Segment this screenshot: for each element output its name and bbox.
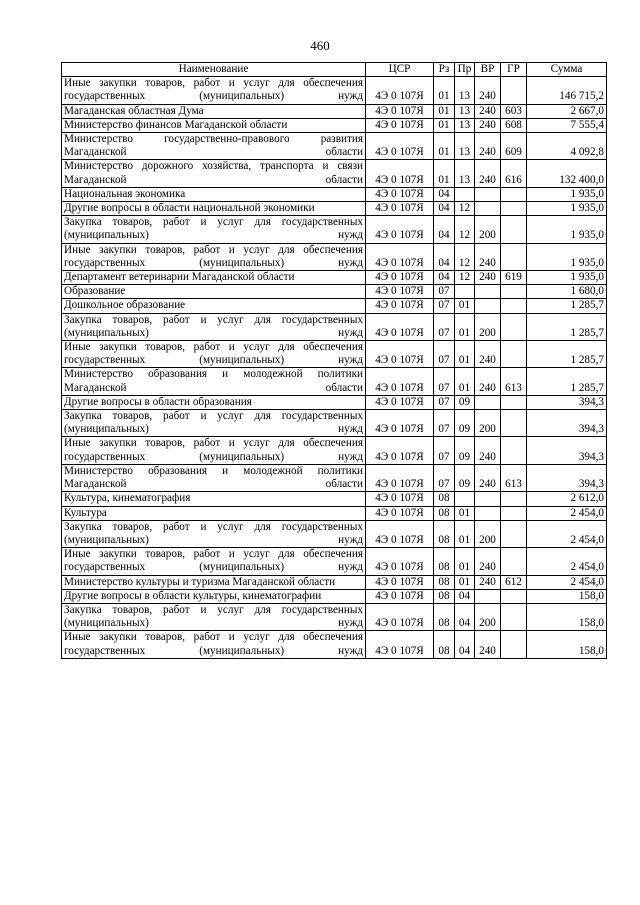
cell-sum: 146 715,2 <box>527 77 607 104</box>
cell-csr: 4Э 0 107Я <box>366 104 434 118</box>
cell-gr: 612 <box>501 575 527 589</box>
table-row <box>62 104 607 118</box>
cell-pr <box>455 285 475 299</box>
cell-sum: 1 285,7 <box>527 313 607 340</box>
cell-vr: 200 <box>475 603 501 630</box>
cell-vr <box>475 187 501 201</box>
cell-rz: 04 <box>434 202 455 216</box>
cell-csr: 4Э 0 107Я <box>366 299 434 313</box>
cell-csr: 4Э 0 107Я <box>366 368 434 395</box>
cell-rz: 08 <box>434 520 455 547</box>
cell-gr <box>501 395 527 409</box>
cell-gr: 613 <box>501 368 527 395</box>
cell-csr: 4Э 0 107Я <box>366 492 434 506</box>
cell-rz: 08 <box>434 506 455 520</box>
cell-gr: 603 <box>501 104 527 118</box>
cell-name: Закупка товаров, работ и услуг для государственных (муниципальных) нужд <box>62 410 366 437</box>
cell-csr: 4Э 0 107Я <box>366 216 434 243</box>
cell-pr: 01 <box>455 341 475 368</box>
cell-name: Иные закупки товаров, работ и услуг для обеспечения государственных (муниципальных) нужд <box>62 341 366 368</box>
cell-sum: 2 454,0 <box>527 506 607 520</box>
cell-sum: 394,3 <box>527 410 607 437</box>
cell-pr: 01 <box>455 299 475 313</box>
cell-pr: 01 <box>455 520 475 547</box>
cell-rz: 04 <box>434 243 455 270</box>
cell-sum: 4 092,8 <box>527 133 607 160</box>
cell-gr <box>501 603 527 630</box>
cell-gr <box>501 216 527 243</box>
cell-csr: 4Э 0 107Я <box>366 285 434 299</box>
cell-pr: 12 <box>455 271 475 285</box>
cell-csr: 4Э 0 107Я <box>366 341 434 368</box>
cell-sum: 158,0 <box>527 589 607 603</box>
cell-pr <box>455 187 475 201</box>
cell-vr: 200 <box>475 410 501 437</box>
cell-vr <box>475 202 501 216</box>
cell-sum: 1 935,0 <box>527 271 607 285</box>
cell-pr: 13 <box>455 77 475 104</box>
cell-pr: 12 <box>455 202 475 216</box>
table-row <box>62 216 607 243</box>
cell-rz: 07 <box>434 464 455 491</box>
cell-sum: 1 285,7 <box>527 341 607 368</box>
table-row <box>62 575 607 589</box>
cell-csr: 4Э 0 107Я <box>366 464 434 491</box>
header-vr: ВР <box>475 63 501 77</box>
cell-sum: 1 935,0 <box>527 187 607 201</box>
table-row <box>62 395 607 409</box>
cell-vr: 240 <box>475 243 501 270</box>
cell-vr: 240 <box>475 437 501 464</box>
cell-name: Другие вопросы в области национальной экономики <box>62 202 366 216</box>
cell-rz: 08 <box>434 589 455 603</box>
cell-name: Другие вопросы в области культуры, кинематографии <box>62 589 366 603</box>
cell-csr: 4Э 0 107Я <box>366 160 434 187</box>
cell-sum: 1 285,7 <box>527 299 607 313</box>
table-row <box>62 631 607 658</box>
cell-gr: 613 <box>501 464 527 491</box>
cell-csr: 4Э 0 107Я <box>366 243 434 270</box>
table-row <box>62 437 607 464</box>
cell-sum: 158,0 <box>527 603 607 630</box>
cell-name: Другие вопросы в области образования <box>62 395 366 409</box>
cell-rz: 08 <box>434 603 455 630</box>
cell-csr: 4Э 0 107Я <box>366 271 434 285</box>
table-row <box>62 313 607 340</box>
cell-sum: 1 935,0 <box>527 202 607 216</box>
cell-name: Министерство государственно-правового развития Магаданской области <box>62 133 366 160</box>
cell-csr: 4Э 0 107Я <box>366 202 434 216</box>
cell-pr: 01 <box>455 313 475 340</box>
table-row <box>62 520 607 547</box>
cell-gr <box>501 285 527 299</box>
cell-rz: 07 <box>434 313 455 340</box>
table-row <box>62 410 607 437</box>
cell-vr: 240 <box>475 575 501 589</box>
cell-rz: 01 <box>434 77 455 104</box>
cell-rz: 04 <box>434 271 455 285</box>
cell-csr: 4Э 0 107Я <box>366 548 434 575</box>
cell-sum: 394,3 <box>527 395 607 409</box>
table-row <box>62 368 607 395</box>
cell-rz: 07 <box>434 299 455 313</box>
table-row <box>62 160 607 187</box>
cell-pr: 09 <box>455 410 475 437</box>
cell-csr: 4Э 0 107Я <box>366 603 434 630</box>
header-gr: ГР <box>501 63 527 77</box>
cell-sum: 1 935,0 <box>527 243 607 270</box>
table-header-row <box>62 63 607 77</box>
cell-rz: 07 <box>434 368 455 395</box>
cell-name: Закупка товаров, работ и услуг для государственных (муниципальных) нужд <box>62 520 366 547</box>
cell-pr: 12 <box>455 216 475 243</box>
cell-csr: 4Э 0 107Я <box>366 520 434 547</box>
cell-vr: 200 <box>475 313 501 340</box>
cell-vr: 240 <box>475 341 501 368</box>
cell-rz: 08 <box>434 631 455 658</box>
cell-gr <box>501 187 527 201</box>
cell-pr: 13 <box>455 160 475 187</box>
cell-pr: 12 <box>455 243 475 270</box>
cell-pr: 13 <box>455 118 475 132</box>
cell-name: Образование <box>62 285 366 299</box>
cell-name: Министерство финансов Магаданской области <box>62 118 366 132</box>
cell-sum: 394,3 <box>527 464 607 491</box>
table-row <box>62 285 607 299</box>
cell-sum: 2 667,0 <box>527 104 607 118</box>
cell-rz: 01 <box>434 160 455 187</box>
cell-vr <box>475 395 501 409</box>
table-row <box>62 271 607 285</box>
cell-gr <box>501 631 527 658</box>
table-row <box>62 299 607 313</box>
cell-csr: 4Э 0 107Я <box>366 631 434 658</box>
cell-vr: 240 <box>475 133 501 160</box>
cell-vr: 240 <box>475 464 501 491</box>
cell-sum: 2 454,0 <box>527 548 607 575</box>
cell-gr <box>501 202 527 216</box>
cell-rz: 01 <box>434 104 455 118</box>
cell-vr: 240 <box>475 368 501 395</box>
cell-pr: 09 <box>455 464 475 491</box>
cell-sum: 158,0 <box>527 631 607 658</box>
cell-gr: 619 <box>501 271 527 285</box>
cell-gr <box>501 548 527 575</box>
table-row <box>62 589 607 603</box>
cell-gr <box>501 506 527 520</box>
header-sum: Сумма <box>527 63 607 77</box>
cell-csr: 4Э 0 107Я <box>366 575 434 589</box>
cell-pr: 09 <box>455 395 475 409</box>
cell-gr <box>501 589 527 603</box>
table-row <box>62 118 607 132</box>
cell-rz: 07 <box>434 341 455 368</box>
cell-csr: 4Э 0 107Я <box>366 187 434 201</box>
cell-vr: 240 <box>475 77 501 104</box>
table-row <box>62 133 607 160</box>
cell-gr <box>501 299 527 313</box>
cell-vr: 240 <box>475 104 501 118</box>
table-row <box>62 492 607 506</box>
cell-rz: 07 <box>434 395 455 409</box>
budget-table <box>61 62 607 659</box>
cell-vr <box>475 589 501 603</box>
cell-gr <box>501 410 527 437</box>
cell-vr <box>475 299 501 313</box>
cell-csr: 4Э 0 107Я <box>366 313 434 340</box>
cell-pr: 01 <box>455 368 475 395</box>
cell-name: Дошкольное образование <box>62 299 366 313</box>
cell-csr: 4Э 0 107Я <box>366 437 434 464</box>
cell-name: Департамент ветеринарии Магаданской области <box>62 271 366 285</box>
cell-sum: 2 454,0 <box>527 520 607 547</box>
cell-sum: 2 612,0 <box>527 492 607 506</box>
cell-gr <box>501 313 527 340</box>
header-rz: Рз <box>434 63 455 77</box>
cell-rz: 01 <box>434 133 455 160</box>
cell-sum: 1 680,0 <box>527 285 607 299</box>
cell-gr <box>501 520 527 547</box>
cell-sum: 132 400,0 <box>527 160 607 187</box>
cell-gr: 608 <box>501 118 527 132</box>
cell-csr: 4Э 0 107Я <box>366 77 434 104</box>
cell-vr: 240 <box>475 118 501 132</box>
cell-name: Закупка товаров, работ и услуг для государственных (муниципальных) нужд <box>62 313 366 340</box>
table-row <box>62 603 607 630</box>
cell-pr: 04 <box>455 603 475 630</box>
cell-rz: 04 <box>434 187 455 201</box>
table-row <box>62 187 607 201</box>
cell-name: Министерство образования и молодежной политики Магаданской области <box>62 464 366 491</box>
cell-sum: 1 935,0 <box>527 216 607 243</box>
cell-sum: 1 285,7 <box>527 368 607 395</box>
cell-pr: 04 <box>455 631 475 658</box>
cell-pr <box>455 492 475 506</box>
cell-pr: 04 <box>455 589 475 603</box>
cell-vr <box>475 506 501 520</box>
table-row <box>62 77 607 104</box>
cell-vr: 240 <box>475 271 501 285</box>
cell-rz: 08 <box>434 575 455 589</box>
page-number: 460 <box>310 38 330 53</box>
cell-name: Иные закупки товаров, работ и услуг для обеспечения государственных (муниципальных) нужд <box>62 77 366 104</box>
cell-rz: 07 <box>434 437 455 464</box>
cell-name: Иные закупки товаров, работ и услуг для обеспечения государственных (муниципальных) нужд <box>62 243 366 270</box>
cell-vr: 240 <box>475 548 501 575</box>
cell-vr <box>475 285 501 299</box>
cell-name: Культура, кинематография <box>62 492 366 506</box>
cell-name: Культура <box>62 506 366 520</box>
cell-sum: 394,3 <box>527 437 607 464</box>
cell-csr: 4Э 0 107Я <box>366 410 434 437</box>
cell-vr: 240 <box>475 631 501 658</box>
cell-name: Закупка товаров, работ и услуг для государственных (муниципальных) нужд <box>62 216 366 243</box>
cell-csr: 4Э 0 107Я <box>366 118 434 132</box>
table-row <box>62 243 607 270</box>
table-row <box>62 506 607 520</box>
cell-name: Министерство культуры и туризма Магаданской области <box>62 575 366 589</box>
cell-vr: 200 <box>475 216 501 243</box>
cell-name: Министерство дорожного хозяйства, транспорта и связи Магаданской области <box>62 160 366 187</box>
cell-name: Иные закупки товаров, работ и услуг для обеспечения государственных (муниципальных) нужд <box>62 548 366 575</box>
cell-rz: 04 <box>434 216 455 243</box>
cell-pr: 01 <box>455 575 475 589</box>
cell-csr: 4Э 0 107Я <box>366 506 434 520</box>
cell-csr: 4Э 0 107Я <box>366 133 434 160</box>
cell-sum: 7 555,4 <box>527 118 607 132</box>
cell-name: Министерство образования и молодежной политики Магаданской области <box>62 368 366 395</box>
table-row <box>62 341 607 368</box>
table-body <box>62 77 607 659</box>
cell-gr <box>501 437 527 464</box>
header-name: Наименование <box>62 63 366 77</box>
cell-gr: 616 <box>501 160 527 187</box>
cell-name: Магаданская областная Дума <box>62 104 366 118</box>
cell-gr <box>501 341 527 368</box>
cell-pr: 13 <box>455 104 475 118</box>
cell-pr: 13 <box>455 133 475 160</box>
cell-vr: 200 <box>475 520 501 547</box>
cell-name: Иные закупки товаров, работ и услуг для обеспечения государственных (муниципальных) нужд <box>62 437 366 464</box>
table-row <box>62 202 607 216</box>
cell-rz: 07 <box>434 285 455 299</box>
cell-name: Иные закупки товаров, работ и услуг для обеспечения государственных (муниципальных) нужд <box>62 631 366 658</box>
cell-pr: 01 <box>455 506 475 520</box>
cell-gr <box>501 243 527 270</box>
cell-csr: 4Э 0 107Я <box>366 395 434 409</box>
table-row <box>62 548 607 575</box>
header-pr: Пр <box>455 63 475 77</box>
cell-rz: 08 <box>434 492 455 506</box>
cell-csr: 4Э 0 107Я <box>366 589 434 603</box>
cell-gr <box>501 77 527 104</box>
cell-sum: 2 454,0 <box>527 575 607 589</box>
cell-gr: 609 <box>501 133 527 160</box>
cell-rz: 01 <box>434 118 455 132</box>
header-csr: ЦСР <box>366 63 434 77</box>
cell-name: Закупка товаров, работ и услуг для государственных (муниципальных) нужд <box>62 603 366 630</box>
cell-vr: 240 <box>475 160 501 187</box>
cell-name: Национальная экономика <box>62 187 366 201</box>
cell-vr <box>475 492 501 506</box>
cell-pr: 01 <box>455 548 475 575</box>
cell-pr: 09 <box>455 437 475 464</box>
cell-gr <box>501 492 527 506</box>
table-row <box>62 464 607 491</box>
cell-rz: 07 <box>434 410 455 437</box>
cell-rz: 08 <box>434 548 455 575</box>
